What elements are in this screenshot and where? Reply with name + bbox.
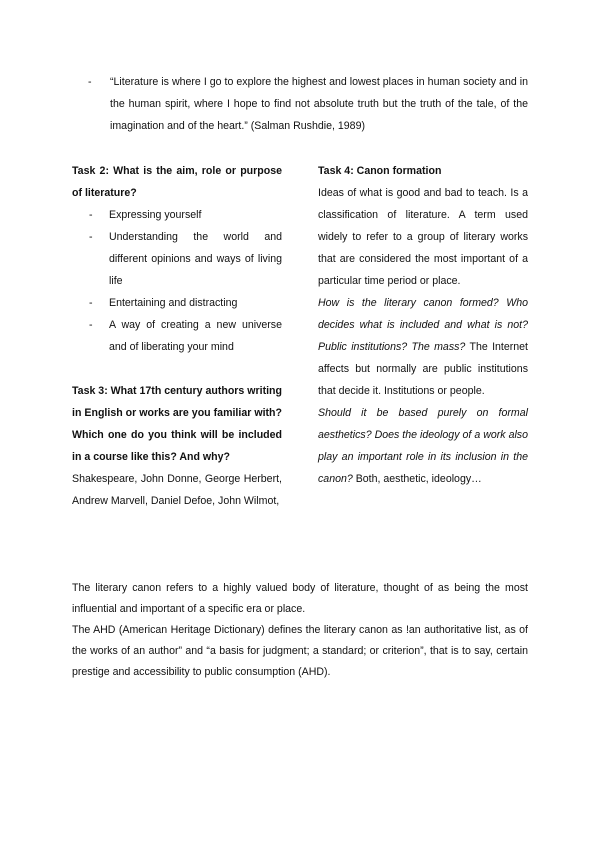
task4-q1-block: [318, 292, 528, 402]
task3-answer: Shakespeare, John Donne, George Herbert, Andrew Marvell, Daniel Defoe, John Wilmot,: [72, 473, 282, 507]
task4-question1: How is the literary canon formed? Who decides what is included and what is not? Public institutions? The mass?: [318, 297, 528, 353]
task4-question2: Should it be based purely on formal aesthetics? Does the ideology of a work also play an important role in its inclusion in the canon?: [318, 407, 528, 485]
paragraph: The AHD (American Heritage Dictionary) defines the literary canon as !an authoritative list, as of the works of an author” and “a basis for judgment; a standard; or criterion”, that is to say, certain prestige and accessibility to public consumption (AHD).: [72, 624, 528, 678]
rushdie-quote: [88, 71, 528, 137]
task4-heading: Task 4: Canon formation: [318, 165, 442, 177]
quote-text: “Literature is where I go to explore the highest and lowest places in human society and in the human spirit, where I hope to find not absolute truth but the truth of the tale, of the imagination and of the heart.” (Salman Rushdie, 1989): [110, 76, 528, 132]
list-item: - Entertaining and distracting: [89, 297, 238, 309]
quote-bullet: -: [88, 76, 92, 88]
canon-definition: [72, 578, 528, 683]
task4-body: Ideas of what is good and bad to teach. Is a classification of literature. A term used widely to refer to a group of literary works that are considered the most important of a particular time period or place.: [318, 187, 528, 287]
task2-heading: Task 2: What is the aim, role or purpose of literature?: [72, 165, 282, 199]
task4-answer2: Both, aesthetic, ideology…: [352, 473, 482, 485]
list-item: - Understanding the world and different opinions and ways of living life: [89, 231, 282, 287]
right-column: [318, 160, 528, 490]
left-column: [72, 160, 282, 512]
task4-q2-block: [318, 402, 528, 490]
task3-heading: Task 3: What 17th century authors writing in English or works are you familiar with? Which one do you think will be included in a course like this? And why?: [72, 385, 282, 463]
task2-list: [72, 204, 282, 358]
task4-answer1: The Internet affects but normally are public institutions that decide it. Institutions or people.: [318, 341, 528, 397]
paragraph: The literary canon refers to a highly valued body of literature, thought of as being the most influential and important of a specific era or place.: [72, 582, 528, 615]
list-item: - Expressing yourself: [89, 209, 202, 221]
list-item: - A way of creating a new universe and of liberating your mind: [89, 319, 282, 353]
